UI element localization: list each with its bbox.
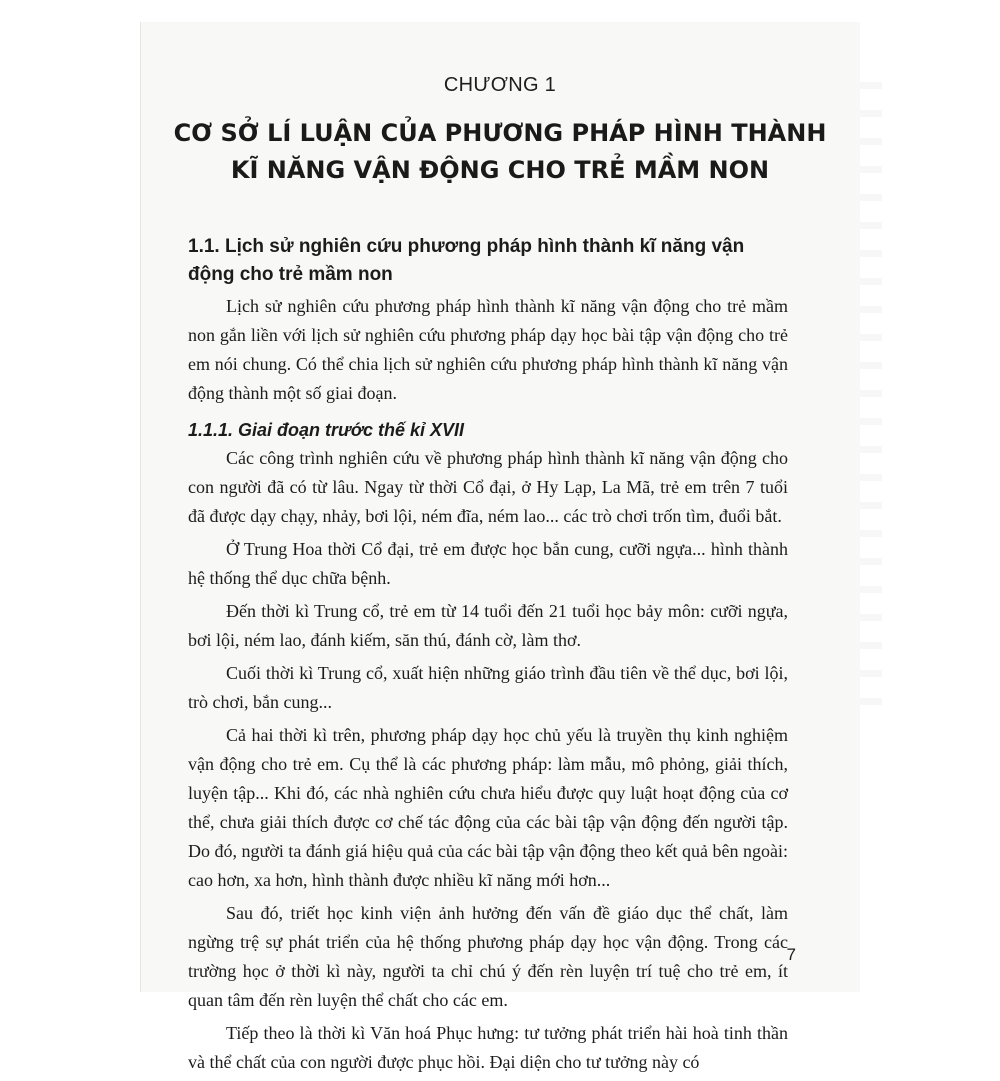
section-heading: 1.1. Lịch sử nghiên cứu phương pháp hình thành kĩ năng vận động cho trẻ mầm non <box>188 236 745 285</box>
paragraph: Cuối thời kì Trung cổ, xuất hiện những giáo trình đầu tiên về thể dục, bơi lội, trò chơi, bắn cung... <box>188 663 788 712</box>
page-number: 7 <box>786 945 796 964</box>
body-text <box>188 233 788 1081</box>
paragraph: Các công trình nghiên cứu về phương pháp hình thành kĩ năng vận động cho con người đã có từ lâu. Ngay từ thời Cổ đại, ở Hy Lạp, La Mã, trẻ em trên 7 tuổi đã được dạy chạy, nhảy, bơi lội, ném đĩa, ném lao... các trò chơi trốn tìm, đuổi bắt. <box>188 448 788 526</box>
chapter-title-line: CƠ SỞ LÍ LUẬN CỦA PHƯƠNG PHÁP HÌNH THÀNH <box>173 119 827 147</box>
paragraph: Tiếp theo là thời kì Văn hoá Phục hưng: tư tưởng phát triển hài hoà tinh thần và thể chất của con người được phục hồi. Đại diện cho tư tưởng này có <box>188 1023 788 1072</box>
paragraph: Lịch sử nghiên cứu phương pháp hình thành kĩ năng vận động cho trẻ mầm non gắn liền với lịch sử nghiên cứu phương pháp dạy học bài tập vận động cho trẻ em nói chung. Có thể chia lịch sử nghiên cứu phương pháp hình thành kĩ năng vận động thành một số giai đoạn. <box>188 296 788 403</box>
chapter-title-line: KĨ NĂNG VẬN ĐỘNG CHO TRẺ MẦM NON <box>230 156 770 184</box>
book-page <box>140 22 860 1072</box>
paragraph: Sau đó, triết học kinh viện ảnh hưởng đến vấn đề giáo dục thể chất, làm ngừng trệ sự phát triển của hệ thống phương pháp dạy học vận động. Trong các trường học ở thời kì này, người ta chỉ chú ý đến rèn luyện trí tuệ cho trẻ em, ít quan tâm đến rèn luyện thể chất cho các em. <box>188 903 788 1010</box>
paragraph: Cả hai thời kì trên, phương pháp dạy học chủ yếu là truyền thụ kinh nghiệm vận động cho trẻ em. Cụ thể là các phương pháp: làm mẫu, mô phỏng, giải thích, luyện tập... Khi đó, các nhà nghiên cứu chưa hiểu được quy luật hoạt động của cơ thể, chưa giải thích được cơ chế tác động của các bài tập vận động đến người tập. Do đó, người ta đánh giá hiệu quả của các bài tập vận động theo kết quả bên ngoài: cao hơn, xa hơn, hình thành được nhiều kĩ năng mới hơn... <box>188 725 788 890</box>
paragraph: Đến thời kì Trung cổ, trẻ em từ 14 tuổi đến 21 tuổi học bảy môn: cưỡi ngựa, bơi lội, ném lao, đánh kiếm, săn thú, đánh cờ, làm thơ. <box>188 601 788 650</box>
show-through-texture <box>860 82 882 722</box>
paragraph: Ở Trung Hoa thời Cổ đại, trẻ em được học bắn cung, cưỡi ngựa... hình thành hệ thống thể dục chữa bệnh. <box>188 539 788 588</box>
chapter-title <box>140 115 860 189</box>
subsection-heading: 1.1.1. Giai đoạn trước thế kỉ XVII <box>188 420 465 440</box>
chapter-label: CHƯƠNG 1 <box>443 74 557 96</box>
